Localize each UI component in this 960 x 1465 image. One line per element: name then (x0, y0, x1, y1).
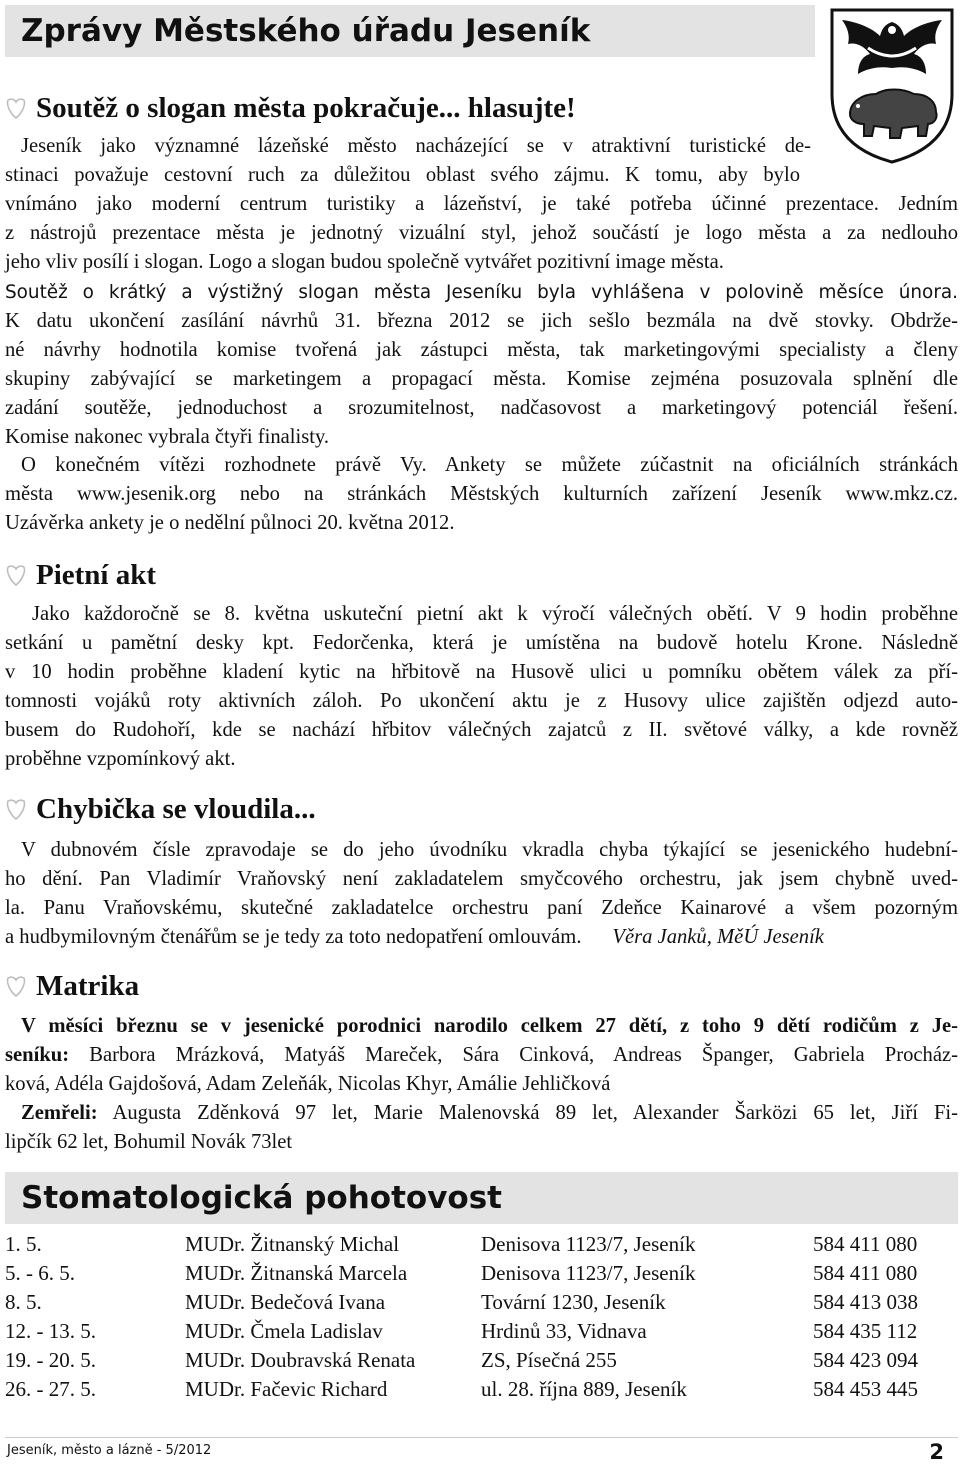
table-row (5, 1259, 953, 1288)
cell-phone: 584 413 038 (813, 1290, 918, 1314)
heart-bullet-icon (4, 974, 28, 998)
text-segment: Augusta Zděnková 97 let, Marie Malenovská 89 let, Alexander Šarközi 65 let, Jiří Fi- (97, 1102, 958, 1124)
cell-date: 1. 5. (5, 1232, 42, 1256)
text-line: tomnosti vojáků roty aktivních záloh. Po ukončení aktu je z Husovy ulice zajištěn odjezd auto- (5, 690, 958, 712)
text-line: Soutěž o krátký a výstižný slogan města Jeseníku byla vyhlášena v polovině měsíce února. (5, 282, 958, 303)
cell-date: 19. - 20. 5. (5, 1348, 96, 1372)
chybicka-paragraph (5, 836, 958, 952)
text-line: la. Panu Vraňovskému, skutečné zakladatelce orchestru paní Zdeňce Kainarové a všem pozorným (5, 897, 958, 919)
table-row (5, 1346, 953, 1375)
text-line: Jako každoročně se 8. května uskuteční pietní akt k výročí válečných obětí. V 9 hodin proběhne (32, 603, 958, 625)
cell-date: 5. - 6. 5. (5, 1261, 75, 1285)
text-line: z nástrojů prezentace města je jednotný vizuální styl, jehož součástí je logo města a za nedlouho (5, 222, 958, 244)
table-row (5, 1375, 953, 1404)
stomatology-title-banner (5, 1172, 958, 1224)
text-line: setkání u pamětní desky kpt. Fedorčenka, která je umístěna na budově hotelu Krone. Následně (5, 632, 958, 654)
duty-table (5, 1230, 953, 1404)
table-row (5, 1317, 953, 1346)
cell-phone: 584 453 445 (813, 1377, 918, 1401)
cell-phone: 584 411 080 (813, 1232, 918, 1256)
stomatology-title: Stomatologická pohotovost (21, 1180, 502, 1216)
text-segment: Barbora Mrázková, Matyáš Mareček, Sára Cinková, Andreas Španger, Gabriela Procház- (69, 1044, 958, 1066)
heart-bullet-icon (4, 797, 28, 821)
section-heading-pietni-akt (4, 557, 156, 593)
footer-publication: Jeseník, město a lázně - 5/2012 (7, 1443, 212, 1458)
text-line: města www.jesenik.org nebo na stránkách Městských kulturních zařízení Jeseník www.mkz.cz. (5, 483, 958, 505)
cell-date: 26. - 27. 5. (5, 1377, 96, 1401)
heading-text: Soutěž o slogan města pokračuje... hlasujte! (36, 91, 576, 124)
text-line (5, 1012, 958, 1041)
cell-doctor: MUDr. Fačevic Richard (185, 1377, 388, 1401)
text-line: Komise nakonec vybrala čtyři finalisty. (5, 426, 330, 448)
slogan-paragraph-2 (5, 278, 958, 452)
cell-phone: 584 411 080 (813, 1261, 918, 1285)
cell-doctor: MUDr. Žitnanská Marcela (185, 1261, 408, 1285)
text-line (5, 1099, 958, 1128)
cell-doctor: MUDr. Čmela Ladislav (185, 1319, 383, 1343)
text-line: skupiny zabývající se marketingem a propagací města. Komise zejména posuzovala splnění dle (5, 368, 958, 390)
pietni-paragraph (5, 600, 958, 774)
page-title-banner (5, 5, 815, 57)
text-line: proběhne vzpomínkový akt. (5, 748, 236, 770)
text-line (5, 923, 958, 952)
cell-address: Denisova 1123/7, Jeseník (481, 1261, 696, 1285)
cell-address: ul. 28. října 889, Jeseník (481, 1377, 687, 1401)
text-segment: a hudbymilovným čtenářům se je tedy za toto nedopatření omlouvám. (5, 926, 582, 948)
heading-text: Pietní akt (36, 558, 157, 591)
cell-date: 12. - 13. 5. (5, 1319, 96, 1343)
text-line: ho dění. Pan Vladimír Vraňovský není zakladatelem smyčcového orchestru, jak jsem chybně uved- (5, 868, 958, 890)
text-line: v 10 hodin proběhne kladení kytic na hřbitově na Husově ulici u pomníku obětem válek za pří- (5, 661, 958, 683)
cell-address: Hrdinů 33, Vidnava (481, 1319, 647, 1343)
section-heading-matrika (4, 968, 139, 1004)
heart-bullet-icon (4, 563, 28, 587)
slogan-paragraph-1 (5, 132, 958, 277)
cell-doctor: MUDr. Žitnanský Michal (185, 1232, 400, 1256)
table-row (5, 1230, 953, 1259)
deaths-bold-label: Zemřeli: (21, 1102, 98, 1124)
text-line: zadání soutěže, jednoduchost a srozumitelnost, nadčasovost a marketingový potenciál řešení. (5, 397, 958, 419)
cell-phone: 584 423 094 (813, 1348, 918, 1372)
text-line: ková, Adéla Gajdošová, Adam Zeleňák, Nicolas Khyr, Amálie Jehličková (5, 1073, 611, 1095)
cell-address: Denisova 1123/7, Jeseník (481, 1232, 696, 1256)
text-line: stinaci považuje cestovní ruch za důležitou oblast svého zájmu. K tomu, aby bylo (5, 164, 800, 186)
table-row (5, 1288, 953, 1317)
text-line: V dubnovém čísle zpravodaje se do jeho úvodníku vkradla chyba týkající se jesenického hudební- (21, 839, 958, 861)
text-line: lipčík 62 let, Bohumil Novák 73let (5, 1131, 293, 1153)
cell-address: Tovární 1230, Jeseník (481, 1290, 666, 1314)
text-line: vnímáno jako moderní centrum turistiky a lázeňství, je také potřeba účinné prezentace. Jedním (5, 193, 958, 215)
text-line: Uzávěrka ankety je o nedělní půlnoci 20. května 2012. (5, 512, 455, 534)
cell-phone: 584 435 112 (813, 1319, 918, 1343)
text-line: jeho vliv posílí i slogan. Logo a slogan budou společně vytvářet pozitivní image města. (5, 251, 724, 273)
text-line: né návrhy hodnotila komise tvořená jak zástupci města, tak marketingovými specialisty a členy (5, 339, 958, 361)
heart-bullet-icon (4, 96, 28, 120)
slogan-paragraph-3 (5, 451, 958, 538)
cell-doctor: MUDr. Bedečová Ivana (185, 1290, 386, 1314)
cell-doctor: MUDr. Doubravská Renata (185, 1348, 416, 1372)
matrika-paragraph (5, 1012, 958, 1157)
cell-date: 8. 5. (5, 1290, 42, 1314)
cell-address: ZS, Písečná 255 (481, 1348, 617, 1372)
page-number: 2 (929, 1440, 944, 1464)
heading-text: Matrika (36, 969, 140, 1002)
author-signature: Věra Janků, MěÚ Jeseník (612, 926, 824, 948)
footer-divider (5, 1437, 958, 1438)
text-line: Jeseník jako významné lázeňské město nacházející se v atraktivní turistické de- (21, 135, 811, 157)
section-heading-chybicka (4, 791, 316, 827)
text-line: K datu ukončení zasílání návrhů 31. března 2012 se jich sešlo bezmála na dvě stovky. Obdrže- (5, 310, 958, 332)
births-bold-text: V měsíci březnu se v jesenické porodnici narodilo celkem 27 dětí, z toho 9 dětí rodičům z Je- (21, 1015, 958, 1037)
births-bold-text: seníku: (5, 1044, 70, 1066)
text-line: busem do Rudohoří, kde se nachází hřbitov válečných zajatců z II. světové války, a kde rovněž (5, 719, 958, 741)
section-heading-slogan (4, 90, 576, 126)
text-line: O konečném vítězi rozhodnete právě Vy. Ankety se můžete zúčastnit na oficiálních stránkách (21, 454, 958, 476)
page-title: Zprávy Městského úřadu Jeseník (21, 13, 591, 49)
heading-text: Chybička se vloudila... (36, 792, 316, 825)
text-line (5, 1041, 958, 1070)
